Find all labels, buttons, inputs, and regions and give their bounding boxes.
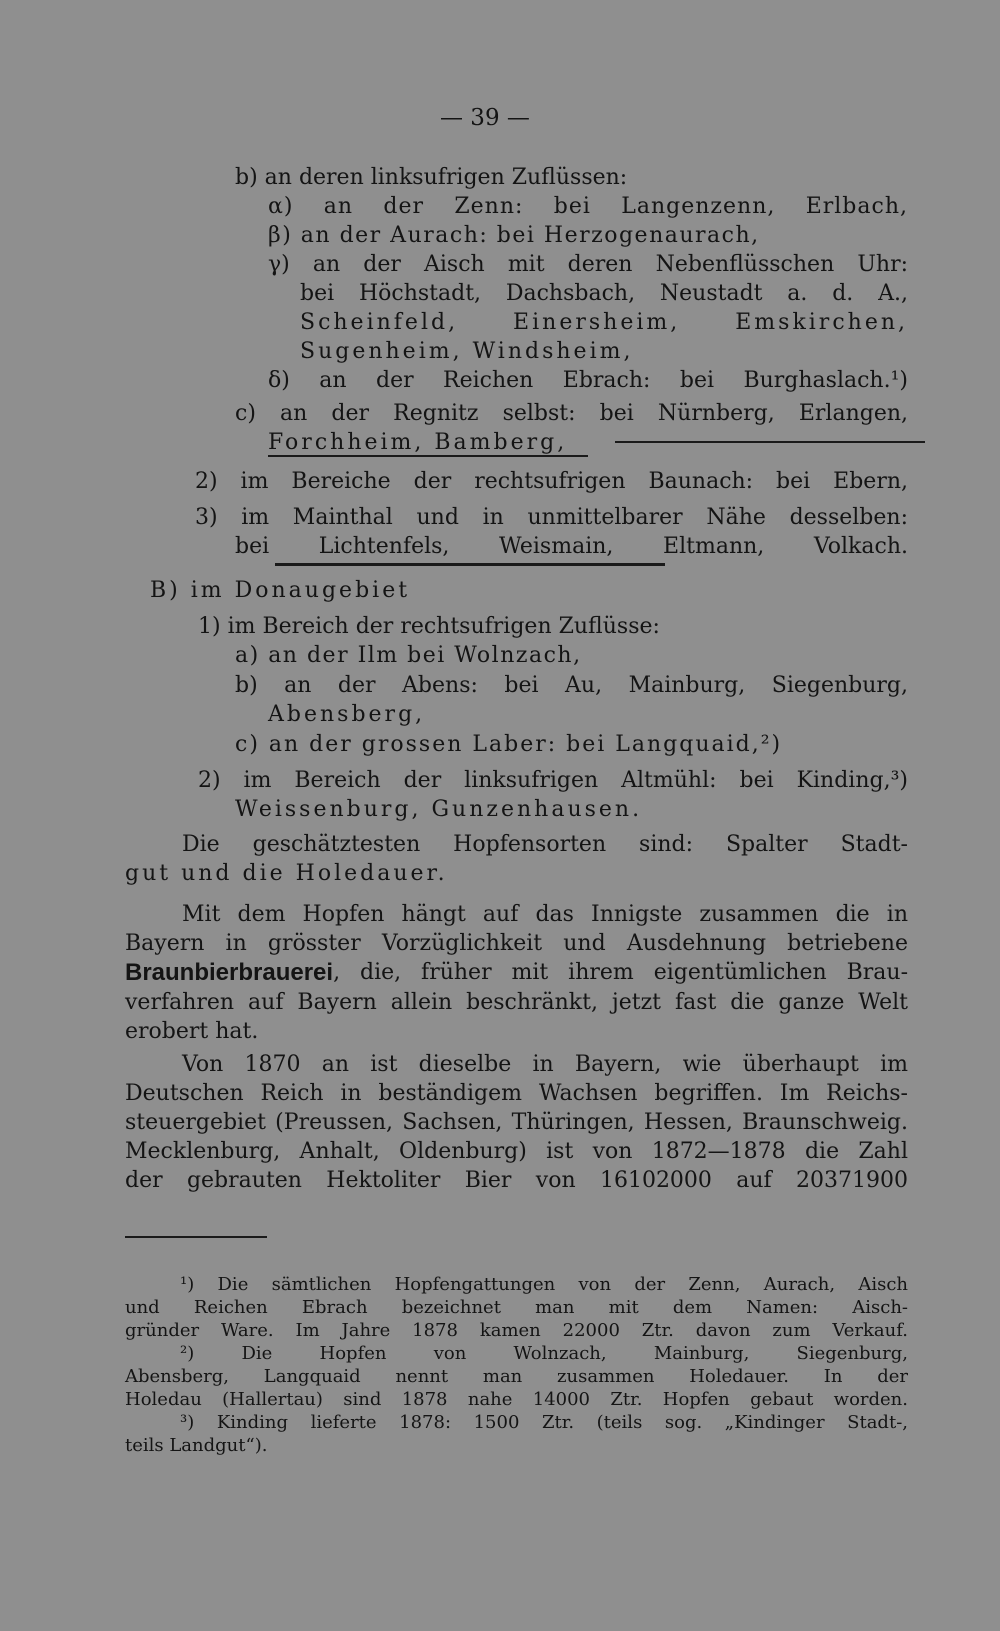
text-line: a) an der Ilm bei Wolnzach, (235, 643, 582, 668)
footnote-line: teils Landgut“). (125, 1435, 268, 1456)
text-line: b) an deren linksufrigen Zuflüssen: (235, 165, 628, 190)
footnote-line: ³) Kinding lieferte 1878: 1500 Ztr. (teils sog. „Kindinger Stadt-, (180, 1412, 908, 1433)
text-line: 2) im Bereiche der rechtsufrigen Baunach: bei Ebern, (195, 469, 908, 494)
text-line: 1) im Bereich der rechtsufrigen Zuflüsse: (198, 614, 660, 639)
text-line: b) an der Abens: bei Au, Mainburg, Siegenburg, (235, 673, 908, 698)
text-line: Sugenheim, Windsheim, (300, 339, 634, 364)
text-line: Mit dem Hopfen hängt auf das Innigste zusammen die in (182, 902, 908, 927)
text-line: bei Lichtenfels, Weismain, Eltmann, Volkach. (235, 534, 908, 559)
text-line: steuergebiet (Preussen, Sachsen, Thüringen, Hessen, Braunschweig. (125, 1110, 908, 1135)
underline (615, 441, 925, 443)
text-line (125, 959, 908, 987)
text-line: c) an der grossen Laber: bei Langquaid,²) (235, 732, 783, 757)
text-line: Bayern in grösster Vorzüglichkeit und Ausdehnung betriebene (125, 931, 908, 956)
underline (268, 455, 588, 457)
text-line: B) im Donaugebiet (150, 578, 411, 603)
footnote-line: Holedau (Hallertau) sind 1878 nahe 14000 Ztr. Hopfen gebaut worden. (125, 1389, 908, 1410)
text-line: Abensberg, (268, 702, 426, 727)
text-line: Deutschen Reich in beständigem Wachsen begriffen. Im Reichs- (125, 1081, 908, 1106)
emphasized-word: Braunbierbrauerei (125, 959, 334, 986)
text-line: gut und die Holedauer. (125, 861, 448, 886)
text-line: der gebrauten Hektoliter Bier von 16102000 auf 20371900 (125, 1168, 908, 1193)
footnote-line: Abensberg, Langquaid nennt man zusammen Holedauer. In der (125, 1366, 908, 1387)
text-line: Von 1870 an ist dieselbe in Bayern, wie überhaupt im (182, 1052, 908, 1077)
text-line: α) an der Zenn: bei Langenzenn, Erlbach, (268, 194, 908, 219)
underline (275, 563, 665, 566)
text-line: verfahren auf Bayern allein beschränkt, jetzt fast die ganze Welt (125, 990, 908, 1015)
text-line: 3) im Mainthal und in unmittelbarer Nähe desselben: (195, 505, 908, 530)
text-line: 2) im Bereich der linksufrigen Altmühl: bei Kinding,³) (198, 768, 908, 793)
text-line: δ) an der Reichen Ebrach: bei Burghaslach.¹) (268, 368, 908, 393)
text-line: erobert hat. (125, 1019, 259, 1044)
text-line: γ) an der Aisch mit deren Nebenflüsschen Uhr: (268, 252, 908, 277)
footnote-line: und Reichen Ebrach bezeichnet man mit dem Namen: Aisch- (125, 1297, 908, 1318)
text-line: Mecklenburg, Anhalt, Oldenburg) ist von 1872—1878 die Zahl (125, 1139, 908, 1164)
text-line: bei Höchstadt, Dachsbach, Neustadt a. d. A., (300, 281, 908, 306)
text-line: Die geschätztesten Hopfensorten sind: Spalter Stadt- (182, 832, 908, 857)
text-line: β) an der Aurach: bei Herzogenaurach, (268, 223, 760, 248)
text-line: Scheinfeld, Einersheim, Emskirchen, (300, 310, 908, 335)
footnote-separator (125, 1236, 267, 1238)
footnote-line: ²) Die Hopfen von Wolnzach, Mainburg, Siegenburg, (180, 1343, 908, 1364)
footnote-line: gründer Ware. Im Jahre 1878 kamen 22000 Ztr. davon zum Verkauf. (125, 1320, 908, 1341)
footnote-line: ¹) Die sämtlichen Hopfengattungen von der Zenn, Aurach, Aisch (180, 1274, 908, 1295)
page-number: — 39 — (440, 105, 530, 131)
text-line: Forchheim, Bamberg, (268, 430, 568, 455)
text-line: c) an der Regnitz selbst: bei Nürnberg, Erlangen, (235, 401, 908, 426)
text-line: Weissenburg, Gunzenhausen. (235, 797, 643, 822)
text-fragment: , die, früher mit ihrem eigentümlichen Brau- (333, 960, 908, 985)
